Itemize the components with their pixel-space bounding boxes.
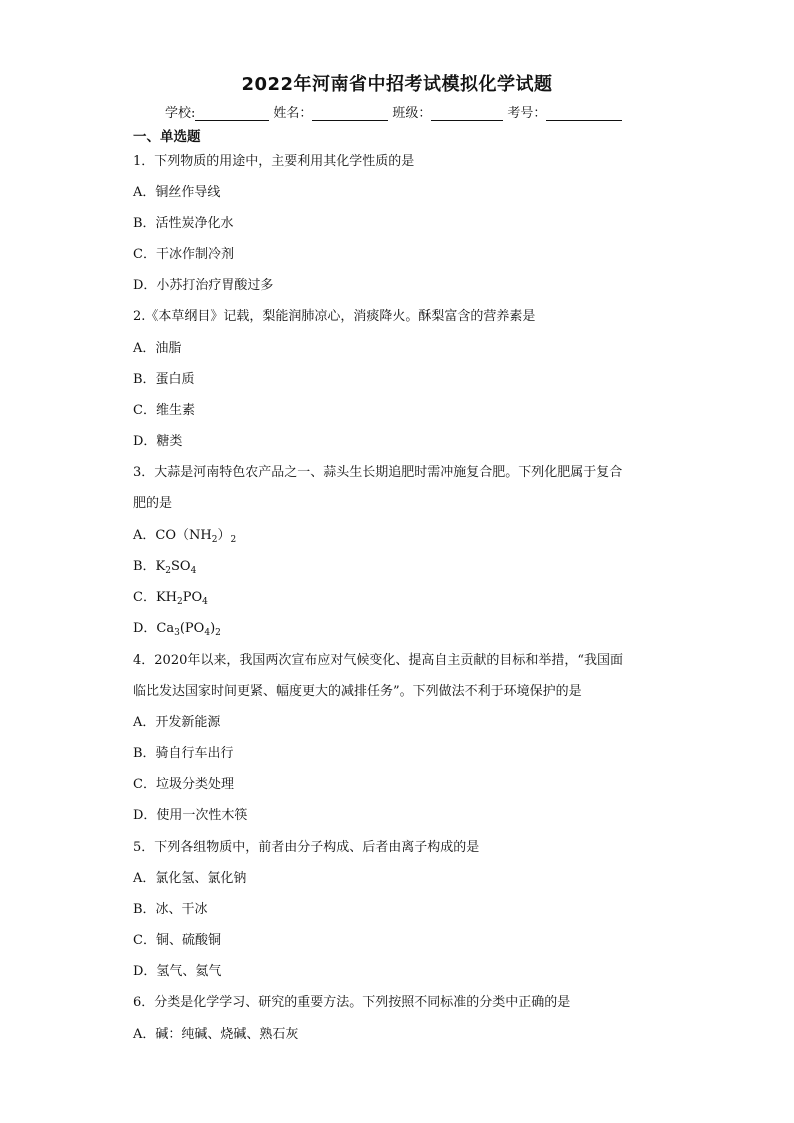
question-stem: 3．大蒜是河南特色农产品之一、蒜头生长期追肥时需冲施复合肥。下列化肥属于复合 — [133, 465, 623, 480]
exam-number-label: 考号： — [507, 106, 547, 121]
question-stem: 4．2020年以来，我国两次宣布应对气候变化、提高自主贡献的目标和举措，“我国面 — [133, 653, 624, 668]
answer-option: C．维生素 — [133, 403, 195, 418]
formula-text: A．CO（NH — [133, 528, 212, 543]
answer-option: C．垃圾分类处理 — [133, 777, 234, 792]
answer-option: C．铜、硫酸铜 — [133, 933, 221, 948]
question-stem: 1．下列物质的用途中，主要利用其化学性质的是 — [133, 154, 415, 169]
section-heading: 一、单选题 — [133, 129, 201, 145]
answer-option-formula — [133, 555, 196, 576]
student-info-row — [165, 102, 626, 121]
question-stem: 5．下列各组物质中，前者由分子构成、后者由离子构成的是 — [133, 840, 480, 855]
answer-option: D．小苏打治疗胃酸过多 — [133, 278, 274, 293]
formula-text: D．Ca — [133, 621, 175, 636]
name-blank — [312, 106, 388, 121]
formula-text: C．KH — [133, 590, 177, 605]
formula-text: B．K — [133, 559, 166, 574]
exam-number-blank — [546, 106, 622, 121]
answer-option: B．冰、干冰 — [133, 902, 208, 917]
class-label: 班级： — [392, 106, 432, 121]
formula-subscript: 3 — [174, 628, 180, 638]
answer-option: B．活性炭净化水 — [133, 216, 234, 231]
formula-subscript: 4 — [190, 566, 197, 576]
answer-option: A．氯化氢、氯化钠 — [133, 871, 247, 886]
question-stem: 2.《本草纲目》记载，梨能润肺凉心，消痰降火。酥梨富含的营养素是 — [133, 309, 536, 324]
formula-subscript: 4 — [204, 628, 211, 638]
answer-option: A．铜丝作导线 — [133, 185, 221, 200]
formula-subscript: 2 — [230, 535, 237, 545]
formula-text: ） — [217, 528, 231, 543]
answer-option: D．氢气、氦气 — [133, 964, 222, 979]
formula-subscript: 2 — [211, 535, 218, 545]
answer-option-formula — [133, 586, 208, 607]
answer-option: D．糖类 — [133, 434, 183, 449]
name-label: 姓名： — [273, 106, 313, 121]
formula-text: SO — [171, 559, 191, 574]
answer-option-formula — [133, 617, 221, 638]
exam-title: 2022年河南省中招考试模拟化学试题 — [241, 74, 553, 95]
formula-text: ) — [210, 621, 216, 636]
question-stem: 6．分类是化学学习、研究的重要方法。下列按照不同标准的分类中正确的是 — [133, 995, 571, 1010]
answer-option: C．干冰作制冷剂 — [133, 247, 234, 262]
formula-subscript: 2 — [177, 597, 183, 607]
school-blank — [195, 106, 269, 121]
class-blank — [431, 106, 503, 121]
answer-option: A．碱：纯碱、烧碱、熟石灰 — [133, 1027, 299, 1042]
answer-option: B．蛋白质 — [133, 372, 195, 387]
question-stem-continued: 临比发达国家时间更紧、幅度更大的减排任务”。下列做法不利于环境保护的是 — [133, 684, 582, 699]
answer-option-formula — [133, 524, 236, 545]
answer-option: D．使用一次性木筷 — [133, 808, 248, 823]
answer-option: A．开发新能源 — [133, 715, 221, 730]
answer-option: A．油脂 — [133, 341, 182, 356]
formula-subscript: 2 — [165, 566, 171, 576]
answer-option: B．骑自行车出行 — [133, 746, 234, 761]
formula-subscript: 4 — [202, 597, 208, 607]
question-stem-continued: 肥的是 — [133, 496, 173, 511]
school-label: 学校: — [165, 106, 196, 121]
formula-text: PO — [182, 590, 203, 605]
formula-text: (PO — [179, 621, 205, 636]
formula-subscript: 2 — [215, 628, 221, 638]
